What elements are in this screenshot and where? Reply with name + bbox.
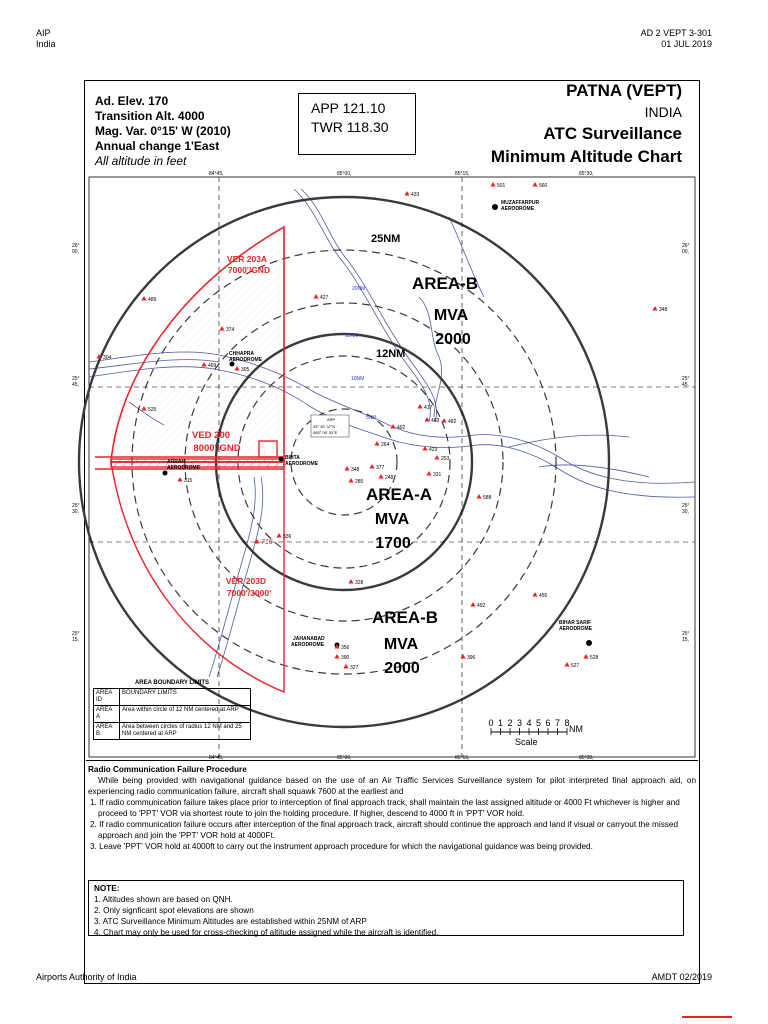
spot-elevation-label: 455: [539, 593, 548, 599]
lat-2545-left: 25°: [72, 376, 80, 382]
boundary-area-b-desc: Area between circles of radius 12 NM and 25 NM centered at ARP: [119, 723, 250, 740]
country-title: INDIA: [644, 104, 682, 120]
ring-label-10nm: 10NM: [351, 376, 365, 382]
spot-elevation-label: 423: [429, 447, 438, 453]
notes-box: [88, 880, 684, 936]
scale-digit: 3: [517, 718, 523, 728]
spot-elevation-label: 285: [355, 479, 364, 485]
footer-red-mark: [682, 1016, 732, 1018]
r203d-name: VER 203D: [225, 576, 267, 586]
area-a-name: AREA-A: [365, 485, 433, 504]
lat-2530-right: 25°: [682, 503, 690, 509]
lat-26-right: 26°: [682, 243, 690, 249]
boundary-header-id: AREA ID: [94, 689, 120, 706]
chhapra-name: CHHAPRA: [229, 351, 254, 357]
area-a-alt: 1700: [375, 535, 411, 552]
bihta-name: BIHTA: [285, 455, 300, 461]
arp-label: ARP: [327, 417, 336, 422]
spot-elevation-label: 356: [341, 645, 350, 651]
r200-name: VED 200: [191, 430, 231, 441]
scale-digit: 8: [564, 718, 570, 728]
jahanabad-name: JAHANABAD: [293, 636, 325, 642]
scale-unit: NM: [569, 724, 583, 734]
spot-elevation-label: 525: [148, 407, 157, 413]
spot-elevation-label: 304: [103, 355, 112, 361]
header-date: 01 JUL 2019: [661, 39, 712, 49]
twr-frequency: TWR 118.30: [311, 119, 389, 135]
lat-2515-left-b: 15,: [72, 637, 79, 643]
note-1: 1. Altitudes shown are based on QNH.: [94, 895, 233, 904]
spot-elevation-label: 588: [483, 495, 492, 501]
note-2: 2. Only signficant spot elevations are shown: [94, 906, 254, 915]
boundary-limits-title: AREA BOUNDARY LIMITS: [134, 680, 210, 686]
bottom-tick-3: 85°15,: [455, 755, 470, 761]
scale-digit: 0: [488, 718, 494, 728]
arp-box: [311, 415, 349, 437]
bihta-suffix: AERODROME: [285, 461, 319, 467]
ring-label-12nm: 12NM: [376, 348, 406, 360]
arrah-name: ARRAH: [167, 459, 186, 465]
ring-label-25nm: 25NM: [371, 233, 401, 245]
procedure-item-3: 3. Leave 'PPT' VOR hold at 4000ft to carry out the instrument approach procedure for which the navigational guidance was being provided.: [90, 842, 593, 851]
area-b-bottom-alt: 2000: [384, 660, 420, 677]
procedure-item-2: 2. If radio communication failure occurs after interception of the final approach track, aircraft should continue the approach and land if visual or carryout the missed approach and join the 'PPT' VOR hold at 4000Ft.: [90, 820, 678, 840]
scale-digit: 1: [498, 718, 504, 728]
area-b-top-alt: 2000: [435, 331, 471, 348]
top-tick-1: 84°45,: [209, 171, 224, 177]
procedure-divider: [86, 760, 698, 761]
spot-elevation-label: 492: [477, 603, 486, 609]
header-left: [36, 28, 56, 50]
area-b-bottom-mva: MVA: [383, 636, 419, 653]
footer-left: Airports Authority of India: [36, 972, 137, 982]
spot-elevation-label: 396: [467, 655, 476, 661]
lat-2515-right-b: 15,: [682, 637, 689, 643]
r203d-alt: 7000'/3000': [226, 588, 272, 598]
muzaffarpur-suffix: AERODROME: [501, 206, 535, 212]
spot-elevation-label: 328: [355, 580, 364, 586]
spot-elevation-label: 489: [148, 297, 157, 303]
boundary-area-b-id: AREA B: [94, 723, 120, 740]
transition-alt-text: Transition Alt. 4000: [95, 109, 205, 123]
bihar-sharif-name: BIHAR SARIF: [559, 620, 592, 626]
spot-elevation-label: 482: [448, 419, 457, 425]
scale-label: Scale: [515, 737, 538, 747]
altitude-note: All altitude in feet: [95, 154, 187, 168]
spot-elevation-label: 528: [590, 655, 599, 661]
spot-elevation-label: 348: [659, 307, 668, 313]
bottom-tick-1: 84°45,: [209, 755, 224, 761]
bihta-aerodrome-icon: [279, 457, 284, 462]
header-country: India: [36, 39, 56, 49]
bihar-sharif-suffix: AERODROME: [559, 626, 593, 632]
boundary-area-a-desc: Area within circle of 12 NM centered at ARP: [119, 706, 250, 723]
ring-label-20nm: 20NM: [352, 286, 366, 292]
notes-title: NOTE:: [94, 884, 120, 893]
spot-elevation-label: 527: [571, 663, 580, 669]
bottom-tick-2: 85°00,: [337, 755, 352, 761]
lat-26-left-b: 00,: [72, 249, 79, 255]
procedure-title: Radio Communication Failure Procedure: [88, 765, 247, 774]
spot-elevation-label: 492: [397, 425, 406, 431]
annual-change-text: Annual change 1'East: [95, 139, 220, 153]
header-right: [641, 28, 712, 50]
spot-elevation-label: 427: [320, 295, 329, 301]
spot-elevation-label: 433: [411, 192, 420, 198]
spot-elevation-label: 305: [241, 367, 250, 373]
arrah-suffix: AERODROME: [167, 465, 201, 471]
boundary-header-limits: BOUNDARY LIMITS: [119, 689, 250, 706]
spot-elevation-label: 715: [261, 539, 273, 546]
scale-digit: 5: [536, 718, 542, 728]
spot-elevation-label: 460: [431, 418, 440, 424]
jahanabad-suffix: AERODROME: [291, 642, 325, 648]
boundary-limits-table: [93, 680, 251, 740]
scale-digit: 4: [526, 718, 532, 728]
surveillance-map: [72, 171, 695, 761]
ring-label-15nm: 15NM: [345, 333, 359, 339]
chart-title-line2: Minimum Altitude Chart: [490, 147, 682, 166]
muzaffarpur-name: MUZAFFARPUR: [501, 200, 540, 206]
spot-elevation-label: 315: [184, 478, 193, 484]
area-b-top-mva: MVA: [433, 307, 469, 324]
lat-2530-right-b: 30,: [682, 509, 689, 515]
bihar-sharif-aerodrome-icon: [586, 640, 592, 646]
lat-2545-right-b: 45,: [682, 382, 689, 388]
r203a-name: VER 203A: [226, 254, 268, 264]
frequency-box: [298, 93, 416, 155]
area-b-bottom-name: AREA-B: [371, 608, 439, 627]
header-aip: AIP: [36, 28, 51, 38]
spot-elevation-label: 560: [539, 183, 548, 189]
spot-elevation-label: 264: [381, 442, 390, 448]
spot-elevation-label: 331: [433, 472, 442, 478]
top-tick-3: 85°15,: [455, 171, 470, 177]
boundary-area-a-id: AREA A: [94, 706, 120, 723]
spot-elevation-label: 253: [441, 456, 450, 462]
spot-elevation-label: 248: [385, 475, 394, 481]
spot-elevation-label: 417: [424, 405, 433, 411]
lat-2515-left: 25°: [72, 631, 80, 637]
header-page-ref: AD 2 VEPT 3-301: [640, 28, 712, 38]
muzaffarpur-aerodrome-icon: [492, 204, 498, 210]
elevation-text: Ad. Elev. 170: [95, 94, 169, 108]
spot-elevation-label: 327: [350, 665, 359, 671]
arp-lon: 085° 05' 33"E: [313, 430, 338, 435]
title-block: [491, 80, 682, 168]
procedure-item-1: 1. If radio communication failure takes place prior to interception of final approach track, shall maintain the last assigned altitude or 4000 Ft whichever is higher and proceed to 'PPT' VOR via shortest route to join the holding procedure. If higher, descend to 4000 ft in 'PPT' VOR hold.: [90, 798, 680, 818]
spot-elevation-label: 377: [376, 465, 385, 471]
lat-26-left: 26°: [72, 243, 80, 249]
rcf-procedure: [88, 764, 696, 852]
scale-digit: 7: [555, 718, 561, 728]
top-tick-2: 85°00,: [337, 171, 352, 177]
arrah-aerodrome-icon: [163, 471, 168, 476]
area-a-mva: MVA: [374, 511, 410, 528]
spot-elevation-label: 374: [226, 327, 235, 333]
ring-label-5nm: 5NM: [366, 415, 377, 421]
aerodrome-info: [95, 94, 231, 169]
lat-2530-left: 25°: [72, 503, 80, 509]
note-4: 4. Chart may only be used for cross-checking of altitude assigned while the aircraft is identified.: [94, 928, 439, 937]
lat-2545-right: 25°: [682, 376, 690, 382]
area-b-top-name: AREA-B: [411, 274, 479, 293]
bottom-tick-4: 85°30,: [579, 755, 594, 761]
spot-elevation-label: 390: [341, 655, 350, 661]
lat-2530-left-b: 30,: [72, 509, 79, 515]
app-frequency: APP 121.10: [311, 100, 386, 116]
scale-digit: 2: [507, 718, 513, 728]
spot-elevation-label: 469: [208, 363, 217, 369]
r200-alt: 8000'/GND: [193, 443, 241, 454]
spot-elevation-label: 348: [351, 467, 360, 473]
r203a-alt: 7000'/GND: [227, 265, 271, 275]
spot-elevation-label: 501: [497, 183, 506, 189]
top-tick-4: 85°30,: [579, 171, 594, 177]
lat-2545-left-b: 45,: [72, 382, 79, 388]
lat-26-right-b: 00,: [682, 249, 689, 255]
mag-var-text: Mag. Var. 0°15' W (2010): [95, 124, 231, 138]
footer-right: AMDT 02/2019: [651, 972, 712, 982]
procedure-intro: While being provided with navigational guidance based on the use of an Air Traffic Services Surveillance system for pilot interpreted final approach aid, on experiencing radio communication failure, aircraft shall squawk 7600 at the earliest and: [88, 776, 696, 796]
spot-elevation-label: 336: [283, 534, 292, 540]
arp-lat: 25° 35' 37"N: [313, 424, 336, 429]
note-3: 3. ATC Surveillance Minimum Altitudes are established within 25NM of ARP: [94, 917, 367, 926]
chhapra-suffix: AERODROME: [229, 357, 263, 363]
airport-title: PATNA (VEPT): [566, 81, 682, 100]
chart-title-line1: ATC Surveillance: [543, 124, 682, 143]
scale-digit: 6: [545, 718, 551, 728]
lat-2515-right: 25°: [682, 631, 690, 637]
